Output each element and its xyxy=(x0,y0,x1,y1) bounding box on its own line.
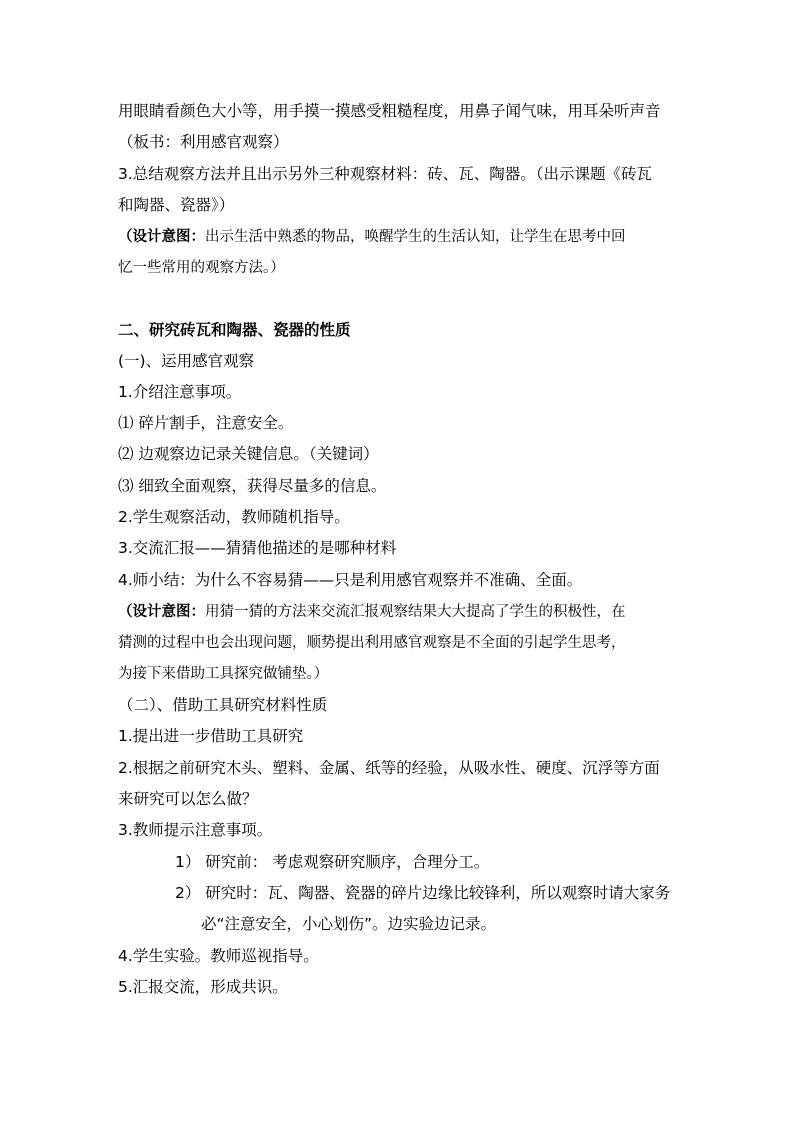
subsection-heading: (一)、运用感官观察 xyxy=(118,352,255,370)
paragraph-line: 2.根据之前研究木头、塑料、金属、纸等的经验，从吸水性、硬度、沉浮等方面 xyxy=(118,759,660,777)
paragraph-line: 1.提出进一步借助工具研究 xyxy=(118,727,304,745)
design-intent-line: 忆一些常用的观察方法。） xyxy=(118,260,285,276)
paragraph-line: 4.学生实验。教师巡视指导。 xyxy=(118,947,319,965)
paragraph-line: 4.师小结：为什么不容易猜——只是利用感官观察并不准确、全面。 xyxy=(118,571,583,589)
section-heading: 二、研究砖瓦和陶器、瓷器的性质 xyxy=(118,321,351,339)
paragraph-line: （板书：利用感官观察） xyxy=(118,133,289,151)
design-intent-label: （设计意图： xyxy=(118,604,205,620)
paragraph-line: 3.交流汇报——猜猜他描述的是哪种材料 xyxy=(118,539,397,557)
paragraph-line: 用眼睛看颜色大小等，用手摸一摸感受粗糙程度，用鼻子闻气味，用耳朵听声音 xyxy=(118,102,661,120)
design-intent-line: 猜测的过程中也会出现问题，顺势提出利用感官观察是不全面的引起学生思考， xyxy=(118,635,626,651)
list-item: ⑴ 碎片割手，注意安全。 xyxy=(118,414,294,432)
design-intent-label: （设计意图： xyxy=(118,229,205,245)
list-item: 必“注意安全，小心划伤”。边实验边记录。 xyxy=(201,915,497,933)
list-item: 1） 研究前： 考虑观察研究顺序，合理分工。 xyxy=(175,853,490,871)
subsection-heading: （二）、借助工具研究材料性质 xyxy=(118,696,328,714)
design-intent-line xyxy=(118,602,626,622)
list-item: 2） 研究时：瓦、陶器、瓷器的碎片边缘比较锋利，所以观察时请大家务 xyxy=(175,884,671,902)
design-intent-line: 为接下来借助工具探究做铺垫。） xyxy=(118,666,329,682)
design-intent-line xyxy=(118,227,626,247)
list-item: ⑵ 边观察边记录关键信息。（关键词） xyxy=(118,445,379,463)
paragraph-line: 来研究可以怎么做？ xyxy=(118,790,258,808)
paragraph-line: 和陶器、瓷器》） xyxy=(118,196,235,214)
list-item: ⑶ 细致全面观察，获得尽量多的信息。 xyxy=(118,477,387,495)
paragraph-line: 2.学生观察活动，教师随机指导。 xyxy=(118,508,350,526)
design-intent-text: 用猜一猜的方法来交流汇报观察结果大大提高了学生的积极性，在 xyxy=(205,604,626,620)
paragraph-line: 5.汇报交流，形成共识。 xyxy=(118,978,288,996)
paragraph-line: 3.教师提示注意事项。 xyxy=(118,821,273,839)
paragraph-line: 3.总结观察方法并且出示另外三种观察材料：砖、瓦、陶器。（出示课题《砖瓦 xyxy=(118,165,653,183)
design-intent-text: 出示生活中熟悉的物品，唤醒学生的生活认知，让学生在思考中回 xyxy=(205,229,626,245)
paragraph-line: 1.介绍注意事项。 xyxy=(118,383,242,401)
